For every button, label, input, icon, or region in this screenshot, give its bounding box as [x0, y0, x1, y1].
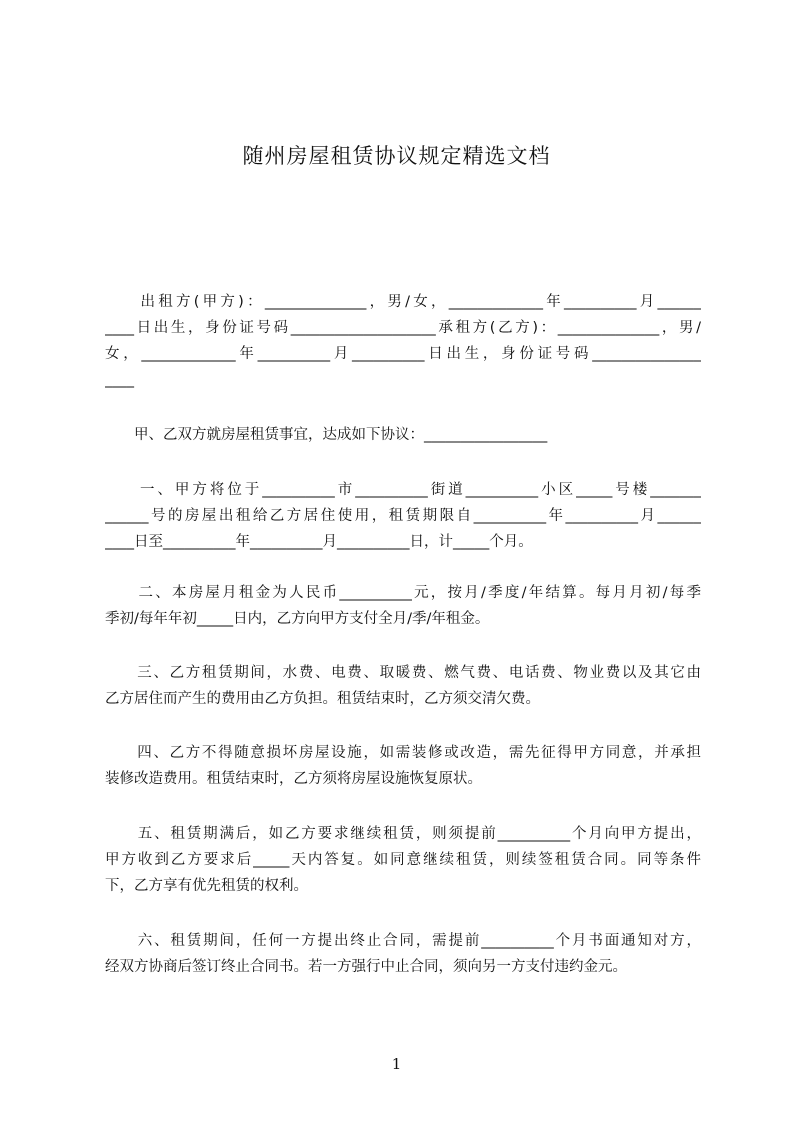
- page-number: 1: [391, 1055, 402, 1073]
- paragraph-line: 五、租赁期满后，如乙方要求继续租赁，则须提前__________个月向甲方提出，: [105, 826, 701, 842]
- paragraph-line: 甲方收到乙方要求后_____天内答复。如同意继续租赁，则续签租赁合同。同等条件: [105, 852, 701, 868]
- clause-3-paragraph: [105, 660, 701, 712]
- paragraph-line: ______号的房屋出租给乙方居住使用，租赁期限自__________年__________月______: [105, 508, 701, 524]
- paragraph-line: 甲、乙双方就房屋租赁事宜，达成如下协议：_________________: [105, 427, 548, 443]
- paragraph-line: 二、本房屋月租金为人民币__________元，按月/季度/年结算。每月月初/每季: [105, 585, 701, 601]
- paragraph-line: 季初/每年年初_____日内，乙方向甲方支付全月/季/年租金。: [105, 611, 490, 627]
- paragraph-line: 四、乙方不得随意损坏房屋设施，如需装修或改造，需先征得甲方同意，并承担: [105, 745, 701, 761]
- paragraph-line: 三、乙方租赁期间，水费、电费、取暖费、燃气费、电话费、物业费以及其它由: [105, 665, 701, 681]
- clause-4-paragraph: [105, 740, 701, 792]
- paragraph-line: 六、租赁期间，任何一方提出终止合同，需提前__________个月书面通知对方，: [105, 933, 701, 949]
- paragraph-line: 下，乙方享有优先租赁的权利。: [105, 878, 308, 894]
- paragraph-line: 装修改造费用。租赁结束时，乙方须将房屋设施恢复原状。: [105, 771, 482, 787]
- paragraph-line: 经双方协商后签订终止合同书。若一方强行中止合同，须向另一方支付违约金元。: [105, 959, 627, 975]
- paragraph-line: 出租方(甲方)：______________，男/女，_____________年__________月______: [105, 294, 701, 310]
- document-title: 随州房屋租赁协议规定精选文档: [242, 144, 551, 168]
- clause-5-paragraph: [105, 821, 701, 899]
- paragraph-line: 女，_____________年__________月__________日出生，身份证号码_______________: [105, 346, 701, 362]
- preamble-paragraph: [105, 422, 701, 448]
- paragraph-line: 一、甲方将位于__________市__________街道__________小区_____号楼_______: [105, 482, 701, 498]
- paragraph-line: ____: [105, 372, 134, 388]
- parties-paragraph: [105, 289, 701, 393]
- clause-2-paragraph: [105, 580, 701, 632]
- paragraph-line: ____日出生，身份证号码____________________承租方(乙方)：______________，男/: [105, 320, 701, 336]
- clause-6-paragraph: [105, 928, 701, 980]
- paragraph-line: ____日至__________年__________月__________日，计_____个月。: [105, 534, 533, 550]
- paragraph-line: 乙方居住而产生的费用由乙方负担。租赁结束时，乙方须交清欠费。: [105, 691, 540, 707]
- clause-1-paragraph: [105, 477, 701, 555]
